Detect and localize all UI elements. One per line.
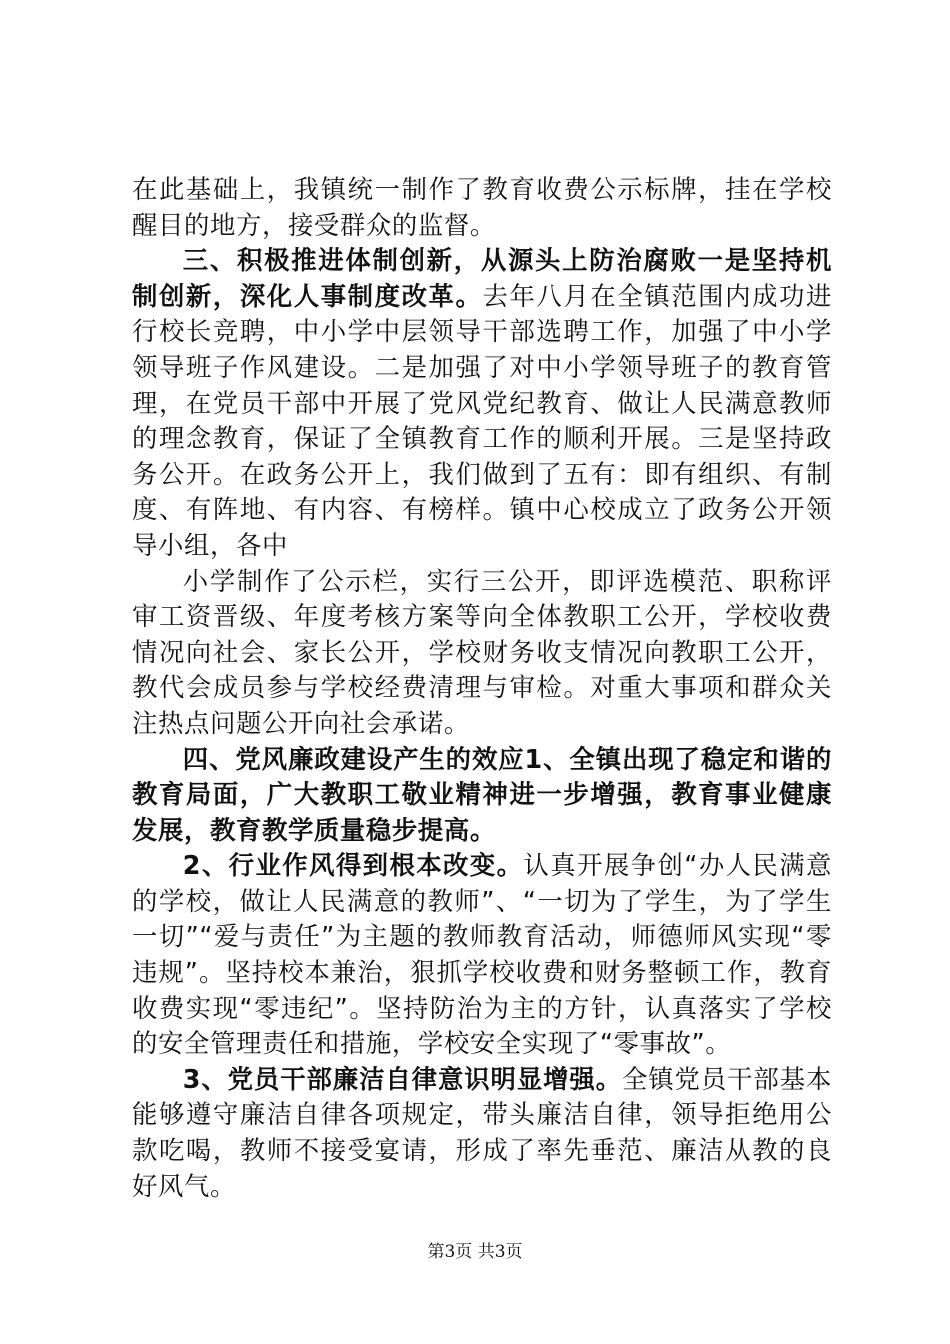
paragraph-3-text: 小学制作了公示栏，实行三公开，即评选模范、职称评审工资晋级、年度考核方案等向全体教职工公开，学校收费情况向社会、家长公开，学校财务收支情况向教职工公开，教代会成员参与学校经费清理与审检。对重大事项和群众关注热点问题公开向社会承诺。	[132, 565, 832, 738]
paragraph-6-heading: 3、党员干部廉洁自律意识明显增强。	[182, 1063, 622, 1094]
paragraph-3	[132, 564, 832, 742]
page-number-footer: 第3页 共3页	[427, 1242, 523, 1262]
paragraph-2-heading: 三、积极推进体制创新，从源头上防治腐败一是坚持机制创新，深化人事制度改革。	[132, 245, 832, 311]
paragraph-1	[132, 172, 832, 243]
paragraph-5	[132, 848, 832, 1062]
paragraph-6-text: 全镇党员干部基本能够遵守廉洁自律各项规定，带头廉洁自律，领导拒绝用公款吃喝，教师不接受宴请，形成了率先垂范、廉洁从教的良好风气。	[132, 1063, 832, 1201]
paragraph-4	[132, 742, 832, 849]
paragraph-4-heading: 四、党风廉政建设产生的效应1、全镇出现了稳定和谐的教育局面，广大教职工敬业精神进一步增强，教育事业健康发展，教育教学质量稳步提高。	[132, 743, 832, 845]
paragraph-5-heading: 2、行业作风得到根本改变。	[182, 850, 524, 881]
paragraph-6	[132, 1062, 832, 1204]
paragraph-5-text: 认真开展争创“办人民满意的学校，做让人民满意的教师”、“一切为了学生，为了学生一切”“爱与责任”为主题的教师教育活动，师德师风实现“零违规”。坚持校本兼治，狠抓学校收费和财务整顿工作，教育收费实现“零违纪”。坚持防治为主的方针，认真落实了学校的安全管理责任和措施，学校安全实现了“零事故”。	[132, 850, 833, 1059]
document-body	[132, 172, 832, 1204]
paragraph-2	[132, 243, 832, 563]
paragraph-2-text: 去年八月在全镇范围内成功进行校长竞聘，中小学中层领导干部选聘工作，加强了中小学领导班子作风建设。二是加强了对中小学领导班子的教育管理，在党员干部中开展了党风党纪教育、做让人民满意教师的理念教育，保证了全镇教育工作的顺利开展。三是坚持政务公开。在政务公开上，我们做到了五有：即有组织、有制度、有阵地、有内容、有榜样。镇中心校成立了政务公开领导小组，各中	[132, 280, 832, 560]
paragraph-1-text: 在此基础上，我镇统一制作了教育收费公示标牌，挂在学校醒目的地方，接受群众的监督。	[132, 174, 832, 240]
